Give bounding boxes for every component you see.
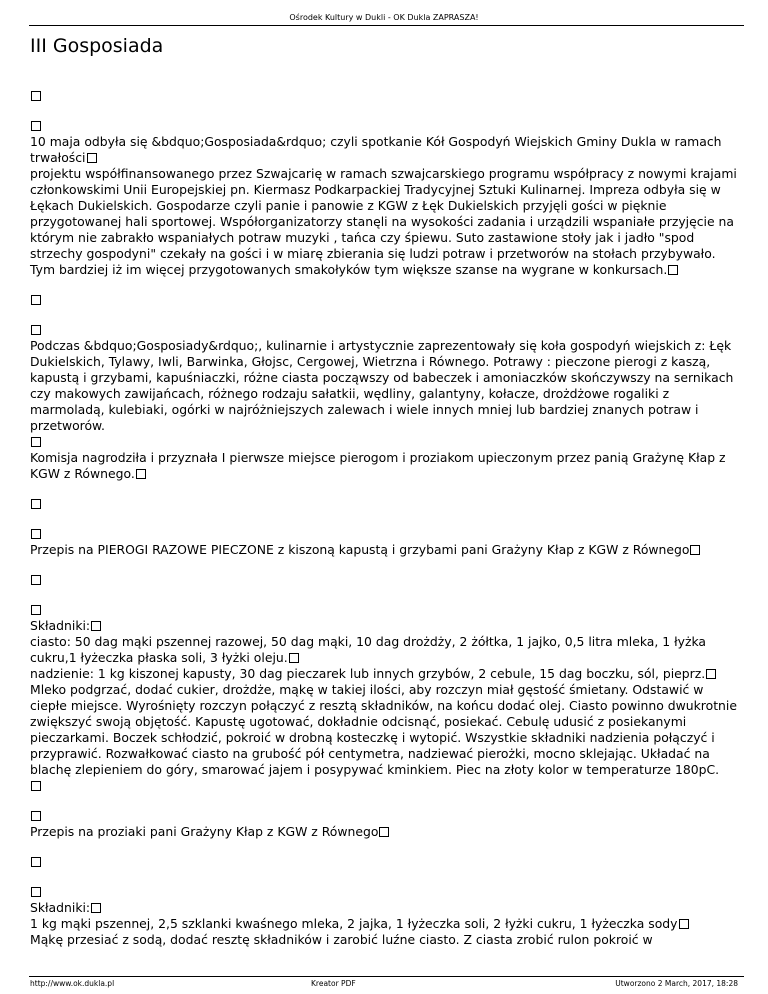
footer-url-link[interactable]: http://www.ok.dukla.pl bbox=[30, 979, 115, 988]
pierogi-instructions: Mleko podgrzać, dodać cukier, drożdże, mąkę w takiej ilości, aby rozczyn miał gęstość śmietany. Odstawić w ciepłe miejsce. Wyrośnięty rozczyn połączyć z resztą składników, na końcu dodać olej. Ciasto powinno dwukrotnie zwiększyć swoją objętość. Kapustę ugotować, dokładnie odcisnąć, posiekać. Cebulę udusić z posiekanymi pieczarkami. Boczek schłodzić, pokroić w drobną kosteczkę i wytopić. Wszystkie składniki nadzienia połączyć i przyprawić. Rozwałkować ciasto na grubość pół centymetra, nadziewać pierożki, mocno sklejając. Układać na blachę zlepieniem do góry, smarować jajem i posypywać kminkiem. Piec na złoty kolor w temperaturze 180pC. bbox=[30, 682, 737, 777]
missing-glyph-box-icon bbox=[31, 605, 41, 615]
intro-text-continued: projektu współfinansowanego przez Szwajcarię w ramach szwajcarskiego programu współpracy z nowymi krajami członkowskimi Unii Europejskiej pn. Kiermasz Podkarpackiej Tradycyjnej Sztuki Kulinarnej. Impreza odbyła się w Łękach Dukielskich. Gospodarze czyli panie i panowie z KGW z Łęk Dukielskich przyjęli gości w pięknie przygotowanej hali sportowej. Współorganizatorzy stanęli na wysokości zadania i urządzili wspaniałe przyjęcie na którym nie zabrakło wspaniałych potraw muzyki , tańca czy śpiewu. Suto zastawione stoły jak i jadło "spod strzechy gospodyni" czekały na gości i w miarę zbierania się ludzi potraw i przetworów na stołach przybywało. Tym bardziej iż im więcej przygotowanych smakołyków tym większe szanse na wygrane w konkursach. bbox=[30, 166, 737, 277]
missing-glyph-box-icon bbox=[31, 575, 41, 585]
paragraph bbox=[30, 496, 740, 512]
pierogi-recipe-title: Przepis na PIEROGI RAZOWE PIECZONE z kiszoną kapustą i grzybami pani Grażyny Kłap z KGW z Równego bbox=[30, 542, 690, 557]
missing-glyph-box-icon bbox=[91, 903, 101, 913]
paragraph bbox=[30, 322, 740, 482]
missing-glyph-box-icon bbox=[31, 887, 41, 897]
missing-glyph-box-icon bbox=[31, 325, 41, 335]
article-body bbox=[30, 88, 740, 962]
ingredients-label: Składniki: bbox=[30, 618, 91, 633]
jury-text: Komisja nagrodziła i przyznała I pierwsze miejsce pierogom i proziakom upieczonym przez panią Grażynę Kłap z KGW z Równego. bbox=[30, 450, 726, 481]
missing-glyph-box-icon bbox=[706, 669, 716, 679]
presentation-text: Podczas &bdquo;Gosposiady&rdquo;, kulinarnie i artystycznie zaprezentowały się koła gospodyń wiejskich z: Łęk Dukielskich, Tylawy, Iwli, Barwinka, Głojsc, Cergowej, Wietrzna i Równego. Potrawy : pieczone pierogi z kaszą, kapustą i grzybami, kapuśniaczki, różne ciasta począwszy od babeczek i amoniaczków skończywszy na sernikach czy makowych zawijańcach, różnego rodzaju sałatkii, wędliny, galantyny, kołacze, drożdżowe rogaliki z marmoladą, kulebiaki, ogórki w najróżniejszych zalewach i wiele innych mniej lub bardziej znanych potraw i przetworów. bbox=[30, 338, 734, 433]
dough-ingredients: ciasto: 50 dag mąki pszennej razowej, 50 dag mąki, 10 dag drożdży, 2 żółtka, 1 jajko, 0,5 litra mleka, 1 łyżka cukru,1 łyżeczka płaska soli, 3 łyżki oleju. bbox=[30, 634, 707, 665]
proziaki-recipe-title: Przepis na proziaki pani Grażyny Kłap z KGW z Równego bbox=[30, 824, 379, 839]
missing-glyph-box-icon bbox=[31, 529, 41, 539]
missing-glyph-box-icon bbox=[690, 545, 700, 555]
missing-glyph-box-icon bbox=[87, 153, 97, 163]
paragraph bbox=[30, 292, 740, 308]
paragraph bbox=[30, 118, 740, 278]
paragraph bbox=[30, 526, 740, 558]
paragraph bbox=[30, 854, 740, 870]
missing-glyph-box-icon bbox=[31, 437, 41, 447]
missing-glyph-box-icon bbox=[31, 811, 41, 821]
missing-glyph-box-icon bbox=[31, 781, 41, 791]
paragraph bbox=[30, 808, 740, 840]
missing-glyph-box-icon bbox=[31, 121, 41, 131]
missing-glyph-box-icon bbox=[679, 919, 689, 929]
footer-rule bbox=[29, 976, 744, 977]
paragraph bbox=[30, 884, 740, 948]
missing-glyph-box-icon bbox=[289, 653, 299, 663]
footer-creator: Kreator PDF bbox=[311, 979, 356, 988]
missing-glyph-box-icon bbox=[31, 91, 41, 101]
page-header: Ośrodek Kultury w Dukli - OK Dukla ZAPRASZA! bbox=[289, 13, 479, 22]
paragraph bbox=[30, 602, 740, 794]
missing-glyph-box-icon bbox=[379, 827, 389, 837]
missing-glyph-box-icon bbox=[31, 499, 41, 509]
missing-glyph-box-icon bbox=[668, 265, 678, 275]
missing-glyph-box-icon bbox=[31, 857, 41, 867]
ingredients-label: Składniki: bbox=[30, 900, 91, 915]
footer-created-date: Utworzono 2 March, 2017, 18:28 bbox=[615, 979, 738, 988]
paragraph bbox=[30, 572, 740, 588]
intro-text: 10 maja odbyła się &bdquo;Gosposiada&rdquo; czyli spotkanie Kół Gospodyń Wiejskich Gminy Dukla w ramach trwałości bbox=[30, 134, 722, 165]
page-title: III Gosposiada bbox=[30, 35, 164, 57]
paragraph bbox=[30, 88, 740, 104]
missing-glyph-box-icon bbox=[136, 469, 146, 479]
filling-ingredients: nadzienie: 1 kg kiszonej kapusty, 30 dag pieczarek lub innych grzybów, 2 cebule, 15 dag boczku, sól, pieprz. bbox=[30, 666, 706, 681]
missing-glyph-box-icon bbox=[31, 295, 41, 305]
proziaki-instructions: Mąkę przesiać z sodą, dodać resztę składników i zarobić luźne ciasto. Z ciasta zrobić rulon pokroić w bbox=[30, 932, 653, 947]
header-rule bbox=[29, 25, 744, 26]
proziaki-ingredients: 1 kg mąki pszennej, 2,5 szklanki kwaśnego mleka, 2 jajka, 1 łyżeczka soli, 2 łyżki cukru, 1 łyżeczka sody bbox=[30, 916, 678, 931]
missing-glyph-box-icon bbox=[91, 621, 101, 631]
